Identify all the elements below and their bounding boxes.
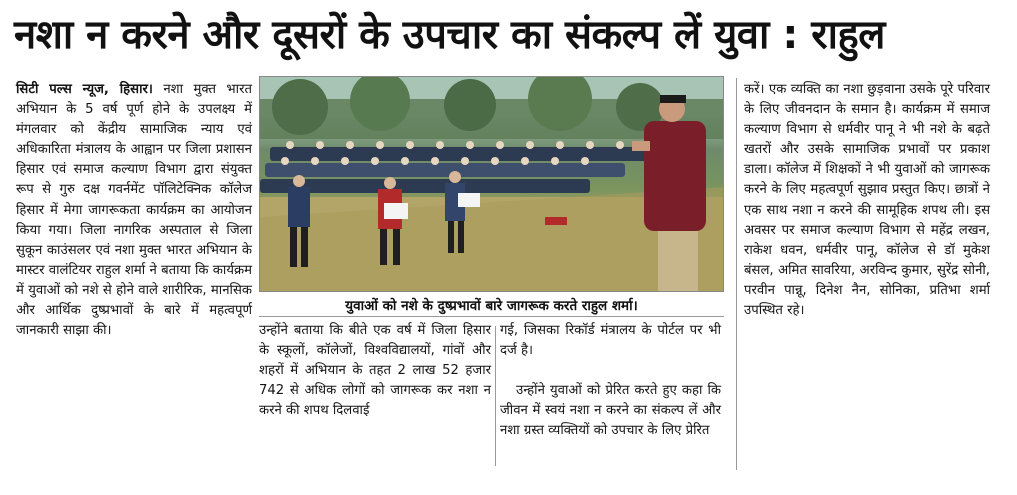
column-divider	[495, 326, 496, 466]
students-assembly-illustration	[260, 77, 724, 292]
column-divider	[736, 78, 737, 470]
article-text: नशा मुक्त भारत अभियान के 5 वर्ष पूर्ण होने के उपलक्ष्य में मंगलवार को केंद्रीय सामाजिक न्याय एवं अधिकारिता मंत्रालय के आह्वान पर जिला प्रशासन हिसार एवं समाज कल्याण विभाग द्वारा संयुक्त रूप से गुरु दक्ष गवर्नमेंट पॉलिटेक्निक कॉलेज हिसार में मेगा जागरूकता कार्यक्रम का आयोजन किया गया। जिला नागरिक अस्पताल से जिला सुकून काउंसलर एवं नशा मुक्त भारत अभियान के मास्टर वालंटियर राहुल शर्मा ने बताया कि कार्यक्रम में युवाओं को नशे से होने वाले शारीरिक, मानसिक और आर्थिक दुष्प्रभावों के बारे में महत्वपूर्ण जानकारी साझा की।	[16, 82, 252, 339]
article-text: गई, जिसका रिकॉर्ड मंत्रालय के पोर्टल पर भी दर्ज है।	[500, 323, 721, 359]
article-column-1	[16, 80, 252, 341]
article-column-2	[259, 321, 491, 421]
article-text: उन्होंने बताया कि बीते एक वर्ष में जिला हिसार के स्कूलों, कॉलेजों, विश्वविद्यालयों, गांवों और शहरों में अभियान के तहत 2 लाख 52 हजार 742 से अधिक लोगों को जागरूक कर नशा न करने की शपथ दिलवाई	[259, 323, 491, 419]
article-paragraph	[16, 80, 252, 341]
article-column-3	[500, 321, 721, 441]
photo-caption: युवाओं को नशे के दुष्प्रभावों बारे जागरूक करते राहुल शर्मा।	[259, 295, 724, 317]
headline: नशा न करने और दूसरों के उपचार का संकल्प लें युवा : राहुल	[14, 12, 885, 58]
article-text: करें। एक व्यक्ति का नशा छुड़वाना उसके पूरे परिवार के लिए जीवनदान के समान है। कार्यक्रम में समाज कल्याण विभाग से धर्मवीर पानू ने भी नशे के बढ़ते खतरों और उसके सामाजिक प्रभावों पर प्रकाश डाला। कॉलेज में शिक्षकों ने भी युवाओं को जागरूक करने के लिए महत्वपूर्ण सुझाव प्रस्तुत किए। छात्रों ने एक साथ नशा न करने की सामूहिक शपथ ली। इस अवसर पर समाज कल्याण विभाग से महेंद्र लखन, राकेश धवन, धर्मवीर पानू, कॉलेज से डॉ मुकेश बंसल, अमित सावरिया, अरविन्द कुमार, सुरेंद्र सोनी, परवीन पान्नू, दिनेश नैन, सोनिका, प्रतिभा शर्मा उपस्थित रहे।	[744, 82, 990, 319]
article-text: उन्होंने युवाओं को प्रेरित करते हुए कहा कि जीवन में स्वयं नशा न करने का संकल्प लें और नशा ग्रस्त व्यक्तियों को उपचार के लिए प्रेरित	[500, 383, 721, 439]
news-photo	[259, 76, 724, 292]
article-column-4	[744, 80, 990, 321]
byline: सिटी पल्स न्यूज, हिसार।	[16, 82, 153, 97]
